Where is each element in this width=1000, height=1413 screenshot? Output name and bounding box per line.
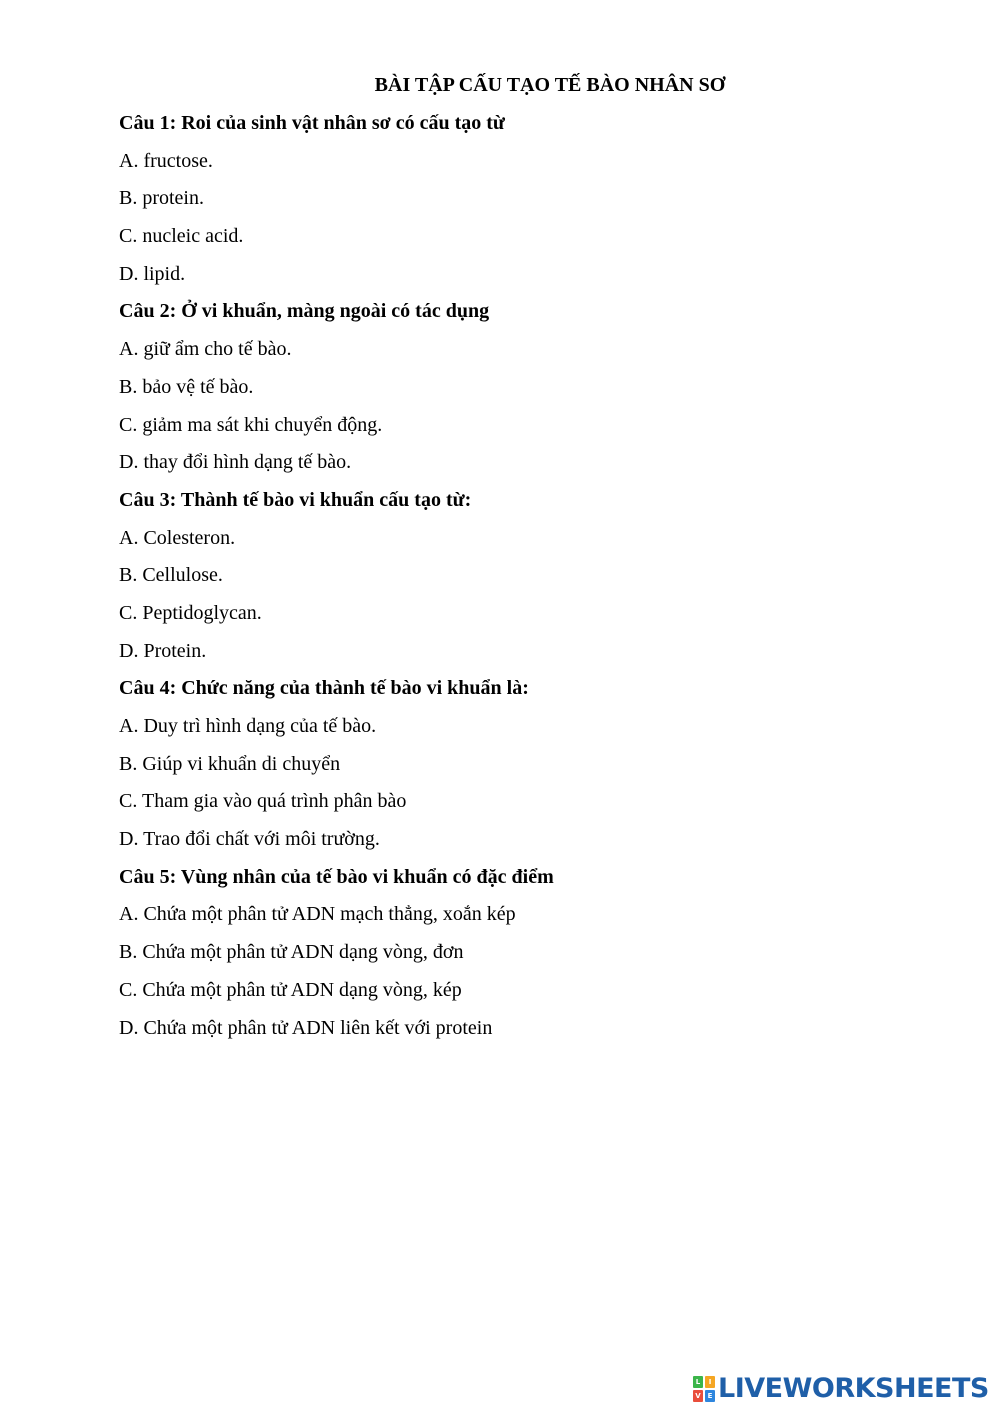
question-1-option-d: D. lipid. — [119, 262, 186, 285]
question-5-option-c: C. Chứa một phân tử ADN dạng vòng, kép — [119, 978, 462, 1001]
question-1-option-b: B. protein. — [119, 187, 204, 210]
question-5: Câu 5: Vùng nhân của tế bào vi khuẩn có đặc điểm — [119, 865, 554, 888]
question-2-option-b: B. bảo vệ tế bào. — [119, 375, 254, 398]
question-3: Câu 3: Thành tế bào vi khuẩn cấu tạo từ: — [119, 488, 472, 511]
logo-mark-letter: V — [693, 1390, 703, 1402]
liveworksheets-logo-icon — [693, 1376, 715, 1402]
question-1-option-a: A. fructose. — [119, 149, 213, 172]
question-5-option-b: B. Chứa một phân tử ADN dạng vòng, đơn — [119, 941, 464, 964]
question-4-option-b: B. Giúp vi khuẩn di chuyển — [119, 752, 341, 775]
question-3-option-d: D. Protein. — [119, 639, 207, 662]
question-list — [119, 111, 939, 1053]
question-3-option-a: A. Colesteron. — [119, 526, 236, 549]
question-3-option-c: C. Peptidoglycan. — [119, 601, 262, 624]
logo-mark-letter: E — [705, 1390, 715, 1402]
question-5-option-d: D. Chứa một phân tử ADN liên kết với protein — [119, 1016, 493, 1039]
question-4-option-a: A. Duy trì hình dạng của tế bào. — [119, 715, 377, 737]
logo-mark-letter: L — [693, 1376, 703, 1388]
question-4-option-c: C. Tham gia vào quá trình phân bào — [119, 790, 407, 813]
worksheet-title: BÀI TẬP CẤU TẠO TẾ BÀO NHÂN SƠ — [374, 74, 726, 96]
question-2: Câu 2: Ở vi khuẩn, màng ngoài có tác dụng — [119, 300, 490, 323]
logo-mark-letter: I — [705, 1376, 715, 1388]
question-2-option-c: C. giảm ma sát khi chuyển động. — [119, 413, 383, 436]
question-1: Câu 1: Roi của sinh vật nhân sơ có cấu tạo từ — [119, 112, 505, 134]
question-3-option-b: B. Cellulose. — [119, 564, 223, 587]
question-2-option-a: A. giữ ẩm cho tế bào. — [119, 338, 292, 361]
liveworksheets-logo — [693, 1372, 989, 1406]
question-2-option-d: D. thay đổi hình dạng tế bào. — [119, 451, 352, 474]
question-5-option-a: A. Chứa một phân tử ADN mạch thẳng, xoắn kép — [119, 903, 516, 926]
question-4: Câu 4: Chức năng của thành tế bào vi khuẩn là: — [119, 677, 529, 700]
question-4-option-d: D. Trao đổi chất với môi trường. — [119, 828, 380, 851]
liveworksheets-logo-text: LIVEWORKSHEETS — [718, 1373, 989, 1404]
question-1-option-c: C. nucleic acid. — [119, 225, 244, 248]
